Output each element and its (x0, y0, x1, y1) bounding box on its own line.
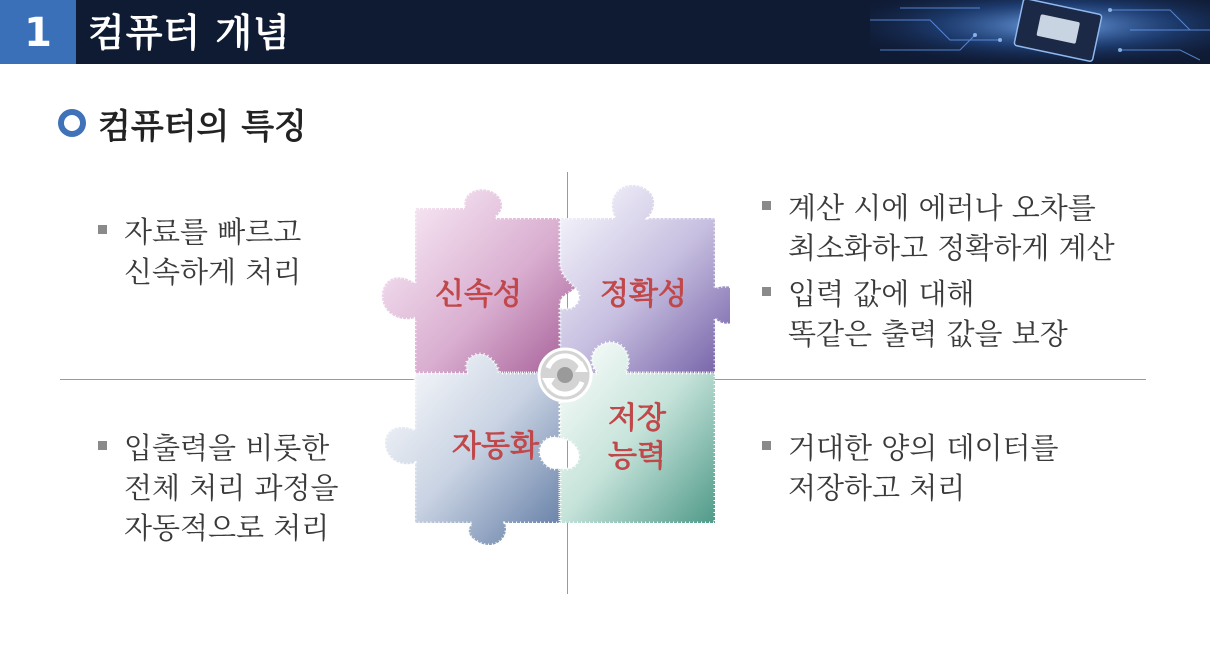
accuracy-description-2: 입력 값에 대해 똑같은 출력 값을 보장 (762, 274, 1068, 354)
label-storage (608, 400, 666, 476)
label-storage-line2: 능력 (608, 439, 666, 474)
label-storage-line1: 저장 (608, 401, 666, 436)
label-automation: 자동화 (452, 429, 539, 464)
label-accuracy: 정확성 (600, 277, 687, 312)
square-bullet-icon (98, 225, 107, 234)
section-heading (58, 98, 307, 148)
section-title: 컴퓨터의 특징 (98, 106, 307, 147)
speed-description: 자료를 빠르고 신속하게 처리 (98, 212, 301, 292)
square-bullet-icon (762, 441, 771, 450)
label-speed: 신속성 (435, 277, 522, 312)
header-bar (0, 0, 1210, 64)
cycle-arrows-icon (539, 349, 591, 401)
accuracy-description-1: 계산 시에 에러나 오차를 최소화하고 정확하게 계산 (762, 188, 1115, 268)
square-bullet-icon (762, 287, 771, 296)
page-title: 컴퓨터 개념 (88, 11, 291, 55)
automation-description: 입출력을 비롯한 전체 처리 과정을 자동적으로 처리 (98, 428, 339, 548)
chapter-number: 1 (0, 0, 76, 64)
square-bullet-icon (98, 441, 107, 450)
ring-bullet-icon (58, 109, 86, 137)
square-bullet-icon (762, 201, 771, 210)
circuit-board-illustration (870, 0, 1210, 64)
puzzle-graphic (360, 178, 730, 548)
storage-description: 거대한 양의 데이터를 저장하고 처리 (762, 428, 1059, 508)
puzzle-pieces (360, 178, 730, 548)
